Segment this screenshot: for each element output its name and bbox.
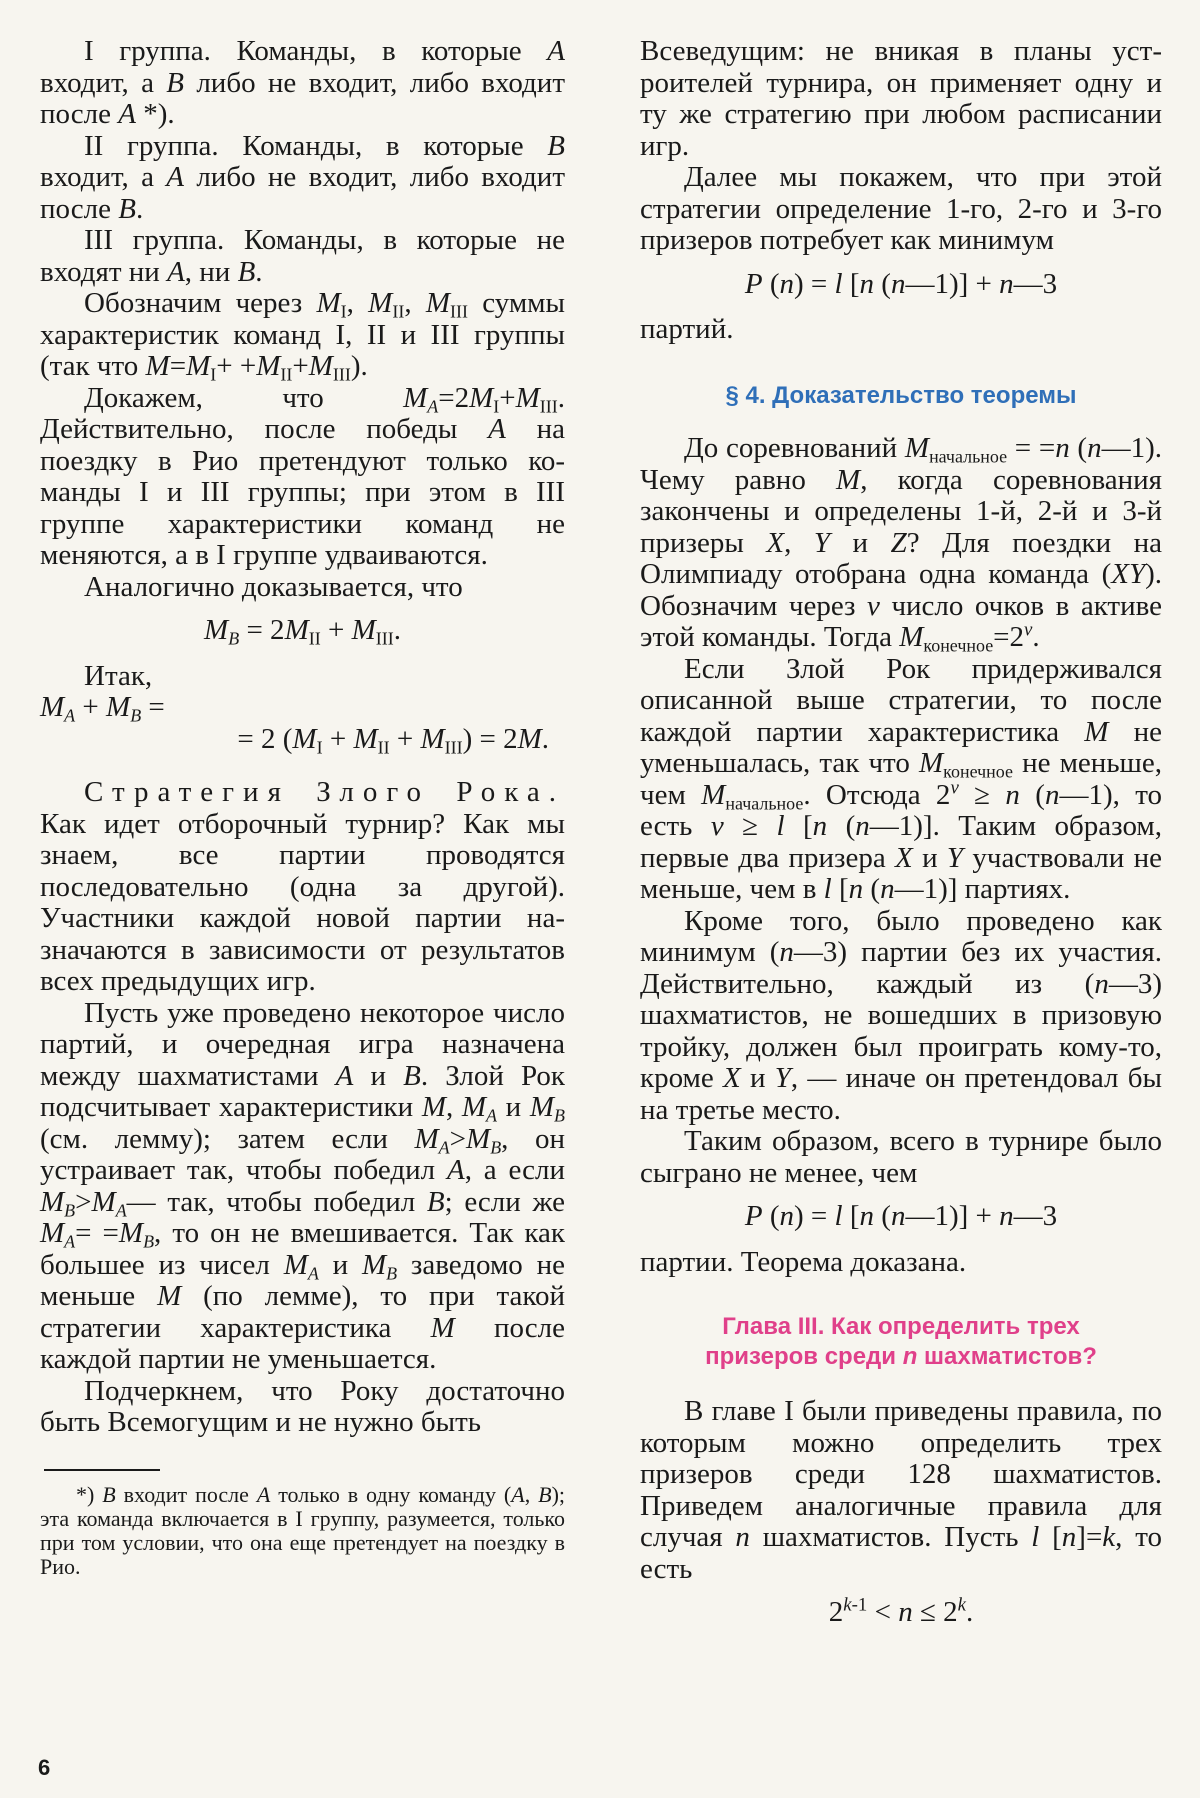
left-column (40, 36, 565, 1579)
paragraph-if-evil-fate: Если Злой Рок придерживался описанной выше стратегии, то после каждой партии характеристика M не уменьшалась, так что $M_{конечное}$ не меньше, чем $M_{начальное}$. Отсюда $2^v \ge n$ (n—1), то есть v ≥ l [n (n—1)]. Таким образом, первые два призера X и Y участвовали не меньше, чем в l [n (n—1)] партиях. (640, 652, 1162, 905)
paragraph-prove-ma: Докажем, что $M_A=2M_I+M_{III}$. Действительно, после победы A на поездку в Рио претендуют только команды I и III группы; при этом в III группе характеристики команд не меняются, а в I группе удваиваются. (40, 381, 565, 571)
section-heading: § 4. Доказательство теоремы (725, 381, 1077, 409)
paragraph-omnipotent: Подчеркнем, что Року достаточно быть Всемогущим и не нужно быть (40, 1374, 565, 1438)
chapter-heading (640, 1312, 1162, 1372)
strategy-heading: Стратегия Злого Рока. (84, 776, 565, 808)
footnote-divider (44, 1469, 160, 1471)
equation-pn-1: P (n) = l [n (n—1)] + n—3 (744, 267, 1058, 300)
equation-sum-line1: $M_A + M_B$ = (40, 691, 165, 726)
right-column (640, 36, 1162, 1643)
paragraph-notation: Обозначим через $M_I$, $M_{II}$, $M_{III}$ суммы характеристик команд I, II и III группы (так что $M=M_I+ +M_{II}+M_{III}$). (40, 287, 566, 385)
paragraph-chapter-one: В главе I были приведены правила, по которым можно определить трех призеров среди 128 шахматистов. Приведем аналогичные правила для случая n шахматистов. Пусть l [n]=k, то есть (640, 1395, 1162, 1585)
paragraph-omniscient: Всеведущим: не вникая в планы устроителей турнира, он применяет одну и ту же стратегию при любом расписании игр. (640, 35, 1162, 162)
paragraph-strategy: Стратегия Злого Рока. Как идет отборочный турнир? Как мы знаем, все партии проводятся последовательно (одна за другой). Участники каждой новой партии назначаются в зависимости от результатов всех предыдущих игр. (40, 776, 565, 997)
paragraph-theorem-proved: партии. Теорема доказана. (640, 1245, 967, 1278)
paragraph-group-3: III группа. Команды, в которые не входят ни A, ни B. (40, 224, 565, 288)
paragraph-further: Далее мы покажем, что при этой стратегии определение 1-го, 2-го и 3-го призеров потребует как минимум (640, 161, 1162, 256)
equation-k-bounds: $2^{k-1} < n \le 2^k$. (828, 1594, 974, 1628)
paragraph-itak: Итак, (84, 659, 153, 692)
paragraph-partiy: партий. (640, 313, 734, 345)
equation-sum-line2: = 2 $(M_I + M_{II} + M_{III}) = 2M$. (237, 722, 549, 757)
footnote: *) B входит после A только в одну команду (A, B); эта команда включается в I группу, разумеется, только при том условии, что она еще претендует на поездку в Рио. (40, 1481, 566, 1579)
page-number: 6 (38, 1755, 51, 1780)
chapter-heading-line2: призеров среди n шахматистов? (705, 1343, 1097, 1370)
paragraph-besides: Кроме того, было проведено как минимум (n—3) партии без их участия. Действительно, каждый из (n—3) шахматистов, не вошедших в призовую тройку, должен был проиграть кому-то, кроме X и Y, — иначе он претендовал бы на третье место. (640, 904, 1163, 1126)
equation-mb: $M_B = 2M_{II} + M_{III}$. (204, 614, 401, 649)
paragraph-group-1: I группа. Команды, в которые A входит, а B либо не входит, либо входит после A *). (40, 35, 565, 130)
paragraph-similarly: Аналогично доказывается, что (84, 570, 463, 603)
paragraph-before-competition: До соревнований $M_{начальное} = =n$ (n—1). Чему равно M, когда соревнования закончены и определены 1-й, 2-й и 3-й призеры X, Y и Z? Для поездки на Олимпиаду отобрана одна команда (XY). Обозначим через v число очков в активе этой команды. Тогда $M_{конечное}=2^v$. (640, 432, 1162, 656)
paragraph-thus: Таким образом, всего в турнире было сыграно не менее, чем (640, 1125, 1162, 1189)
paragraph-evil-fate: Пусть уже проведено некоторое число партий, и очередная игра назначена между шахматистами A и B. Злой Рок подсчитывает характеристики M, $M_A$ и $M_B$ (см. лемму); затем если $M_A>M_B$, он устраивает так, чтобы победил A, а если $M_B>M_A—$ так, чтобы победил B; если же $M_A= =M_B$, то он не вмешивается. Так как большее из чисел $M_A$ и $M_B$ заведомо не меньше M (по лемме), то при такой стратегии характеристика M после каждой партии не уменьшается. (40, 996, 566, 1375)
chapter-heading-line1: Глава III. Как определить трех (722, 1313, 1080, 1340)
equation-pn-2: P (n) = l [n (n—1)] + n—3 (744, 1200, 1058, 1232)
paragraph-group-2: II группа. Команды, в которые B входит, а A либо не входит, либо входит после B. (40, 129, 565, 225)
